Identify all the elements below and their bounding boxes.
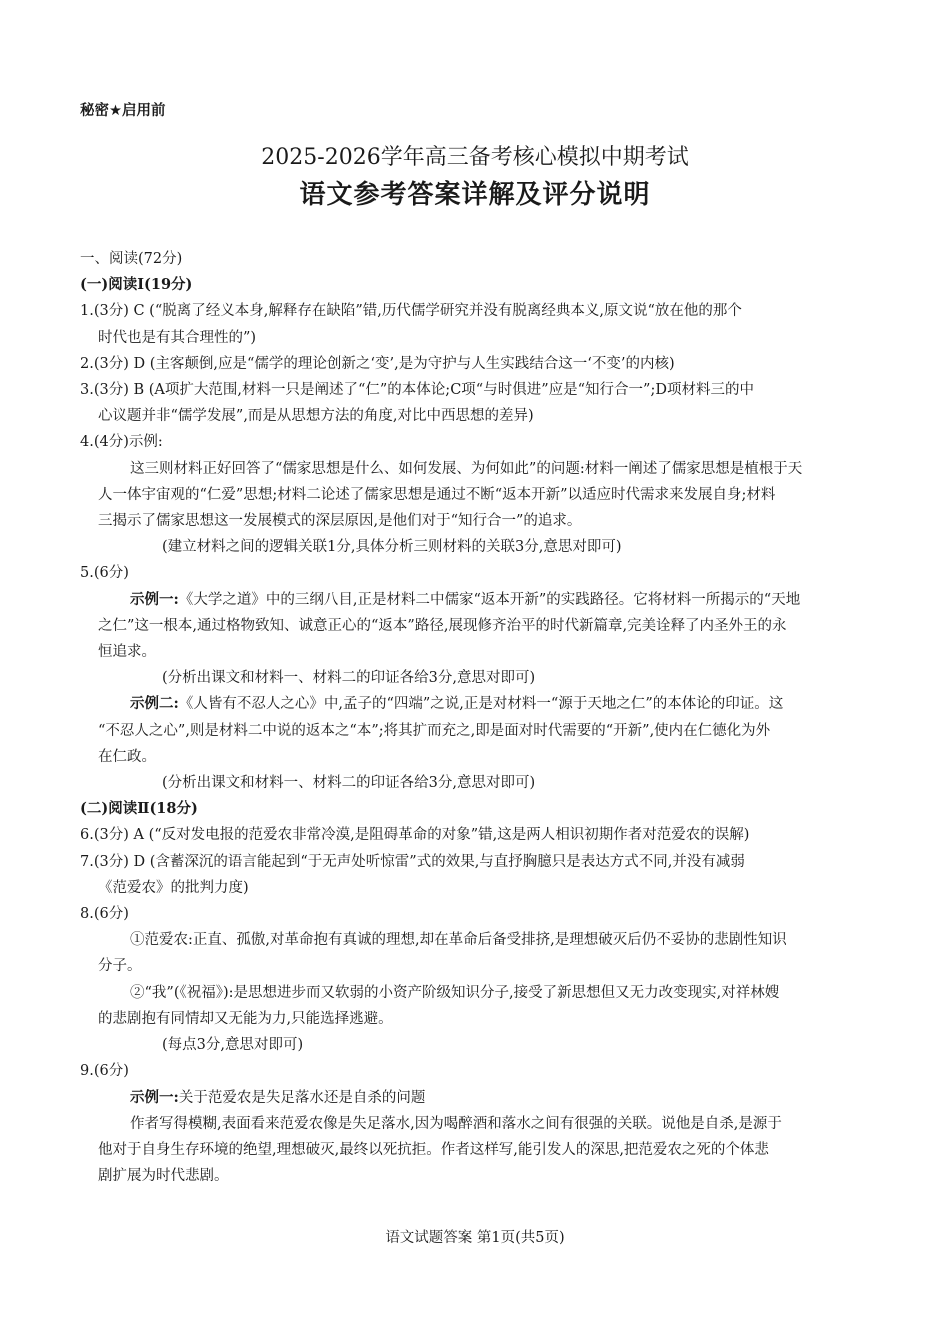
q3-answer-line: 心议题并非“儒学发展”,而是从思想方法的角度,对比中西思想的差异) [98, 408, 534, 425]
q8-point-2-line: ②“我”(《祝福》):是思想进步而又软弱的小资产阶级知识分子,接受了新思想但又无力改变现实,对祥林嫂 [130, 984, 780, 1001]
q5-example-2-label: 示例二: [130, 695, 179, 713]
section-heading-reading-1: (一)阅读Ⅰ(19分) [80, 276, 193, 294]
q9-example-1-label: 示例一: [130, 1088, 179, 1106]
answer-content [80, 246, 880, 1189]
q9-example-1-line: 作者写得模糊,表面看来范爱农像是失足落水,因为喝醉酒和落水之间有很强的关联。说他是自杀,是源于 [130, 1115, 782, 1132]
q8-point-1-line: ①范爱农:正直、孤傲,对革命抱有真诚的理想,却在革命后备受排挤,是理想破灭后仍不妥协的悲剧性知识 [130, 932, 787, 949]
q1-answer-line: 1.(3分) C (“脱离了经义本身,解释存在缺陷”错,历代儒学研究并没有脱离经典本义,原文说“放在他的那个 [80, 303, 742, 320]
confidential-mark: 秘密★启用前 [80, 103, 166, 119]
q9-example-1-line: 他对于自身生存环境的绝望,理想破灭,最终以死抗拒。作者这样写,能引发人的深思,把范爱农之死的个体悲 [98, 1141, 769, 1158]
q4-answer-line: 人一体宇宙观的“仁爱”思想;材料二论述了儒家思想是通过不断“返本开新”以适应时代需求来发展自身;材料 [98, 486, 776, 503]
q4-answer-line: 这三则材料正好回答了“儒家思想是什么、如何发展、为何如此”的问题:材料一阐述了儒家思想是植根于天 [130, 460, 803, 477]
q8-point-1-line: 分子。 [98, 958, 142, 975]
q5-scoring-note: (分析出课文和材料一、材料二的印证各给3分,意思对即可) [162, 670, 536, 687]
q9-example-1-line: 剧扩展为时代悲剧。 [98, 1168, 229, 1185]
q4-scoring-note: (建立材料之间的逻辑关联1分,具体分析三则材料的关联3分,意思对即可) [162, 539, 622, 556]
q5-example-2-text: 《人皆有不忍人之心》中,孟子的“四端”之说,正是对材料一“源于天地之仁”的本体论的印证。这 [178, 696, 784, 713]
q8-scoring-note: (每点3分,意思对即可) [162, 1037, 304, 1054]
q8-heading: 8.(6分) [80, 906, 129, 923]
section-heading-reading-2: (二)阅读Ⅱ(18分) [80, 800, 198, 818]
q5-example-2-line [80, 691, 880, 717]
q5-example-1-text: 《大学之道》中的三纲八目,正是材料二中儒家“返本开新”的实践路径。它将材料一所揭示的“天地 [178, 591, 801, 608]
q3-answer-line: 3.(3分) B (A项扩大范围,材料一只是阐述了“仁”的本体论;C项“与时俱进”应是“知行合一”;D项材料三的中 [80, 382, 754, 399]
q4-heading: 4.(4分)示例: [80, 434, 163, 451]
q6-answer-line: 6.(3分) A (“反对发电报的范爱农非常冷漠,是阻碍革命的对象”错,这是两人相识初期作者对范爱农的误解) [80, 827, 750, 844]
exam-title: 2025-2026学年高三备考核心模拟中期考试 [261, 145, 689, 170]
q5-example-1-label: 示例一: [130, 590, 179, 608]
q9-example-1-topic [80, 1085, 880, 1111]
q5-heading: 5.(6分) [80, 565, 129, 582]
q9-example-1-topic-text: 关于范爱农是失足落水还是自杀的问题 [178, 1089, 426, 1106]
q5-example-1-line: 恒追求。 [98, 644, 156, 661]
page-footer: 语文试题答案 第1页(共5页) [385, 1230, 565, 1246]
document-subtitle: 语文参考答案详解及评分说明 [299, 180, 651, 210]
q5-example-2-line: “不忍人之心”,则是材料二中说的返本之“本”;将其扩而充之,即是面对时代需要的“开新”,使内在仁德化为外 [98, 722, 771, 739]
q5-scoring-note: (分析出课文和材料一、材料二的印证各给3分,意思对即可) [162, 775, 536, 792]
q5-example-2-line: 在仁政。 [98, 748, 156, 765]
q5-example-1-line: 之仁”这一根本,通过格物致知、诚意正心的“返本”路径,展现修齐治平的时代新篇章,完美诠释了内圣外王的永 [98, 617, 787, 634]
q7-answer-line: 7.(3分) D (含蓄深沉的语言能起到“于无声处听惊雷”式的效果,与直抒胸臆只是表达方式不同,并没有减弱 [80, 853, 745, 870]
q9-heading: 9.(6分) [80, 1063, 129, 1080]
section-heading-reading: 一、阅读(72分) [80, 251, 183, 267]
q5-example-1-line [80, 587, 880, 613]
q2-answer-line: 2.(3分) D (主客颠倒,应是“儒学的理论创新之‘变’,是为守护与人生实践结合这一‘不变’的内核) [80, 355, 675, 372]
q4-answer-line: 三揭示了儒家思想这一发展模式的深层原因,是他们对于“知行合一”的追求。 [98, 513, 582, 530]
q7-answer-line: 《范爱农》的批判力度) [98, 879, 249, 896]
q1-answer-line: 时代也是有其合理性的”) [98, 329, 257, 346]
q8-point-2-line: 的悲剧抱有同情却又无能为力,只能选择逃避。 [98, 1010, 393, 1027]
